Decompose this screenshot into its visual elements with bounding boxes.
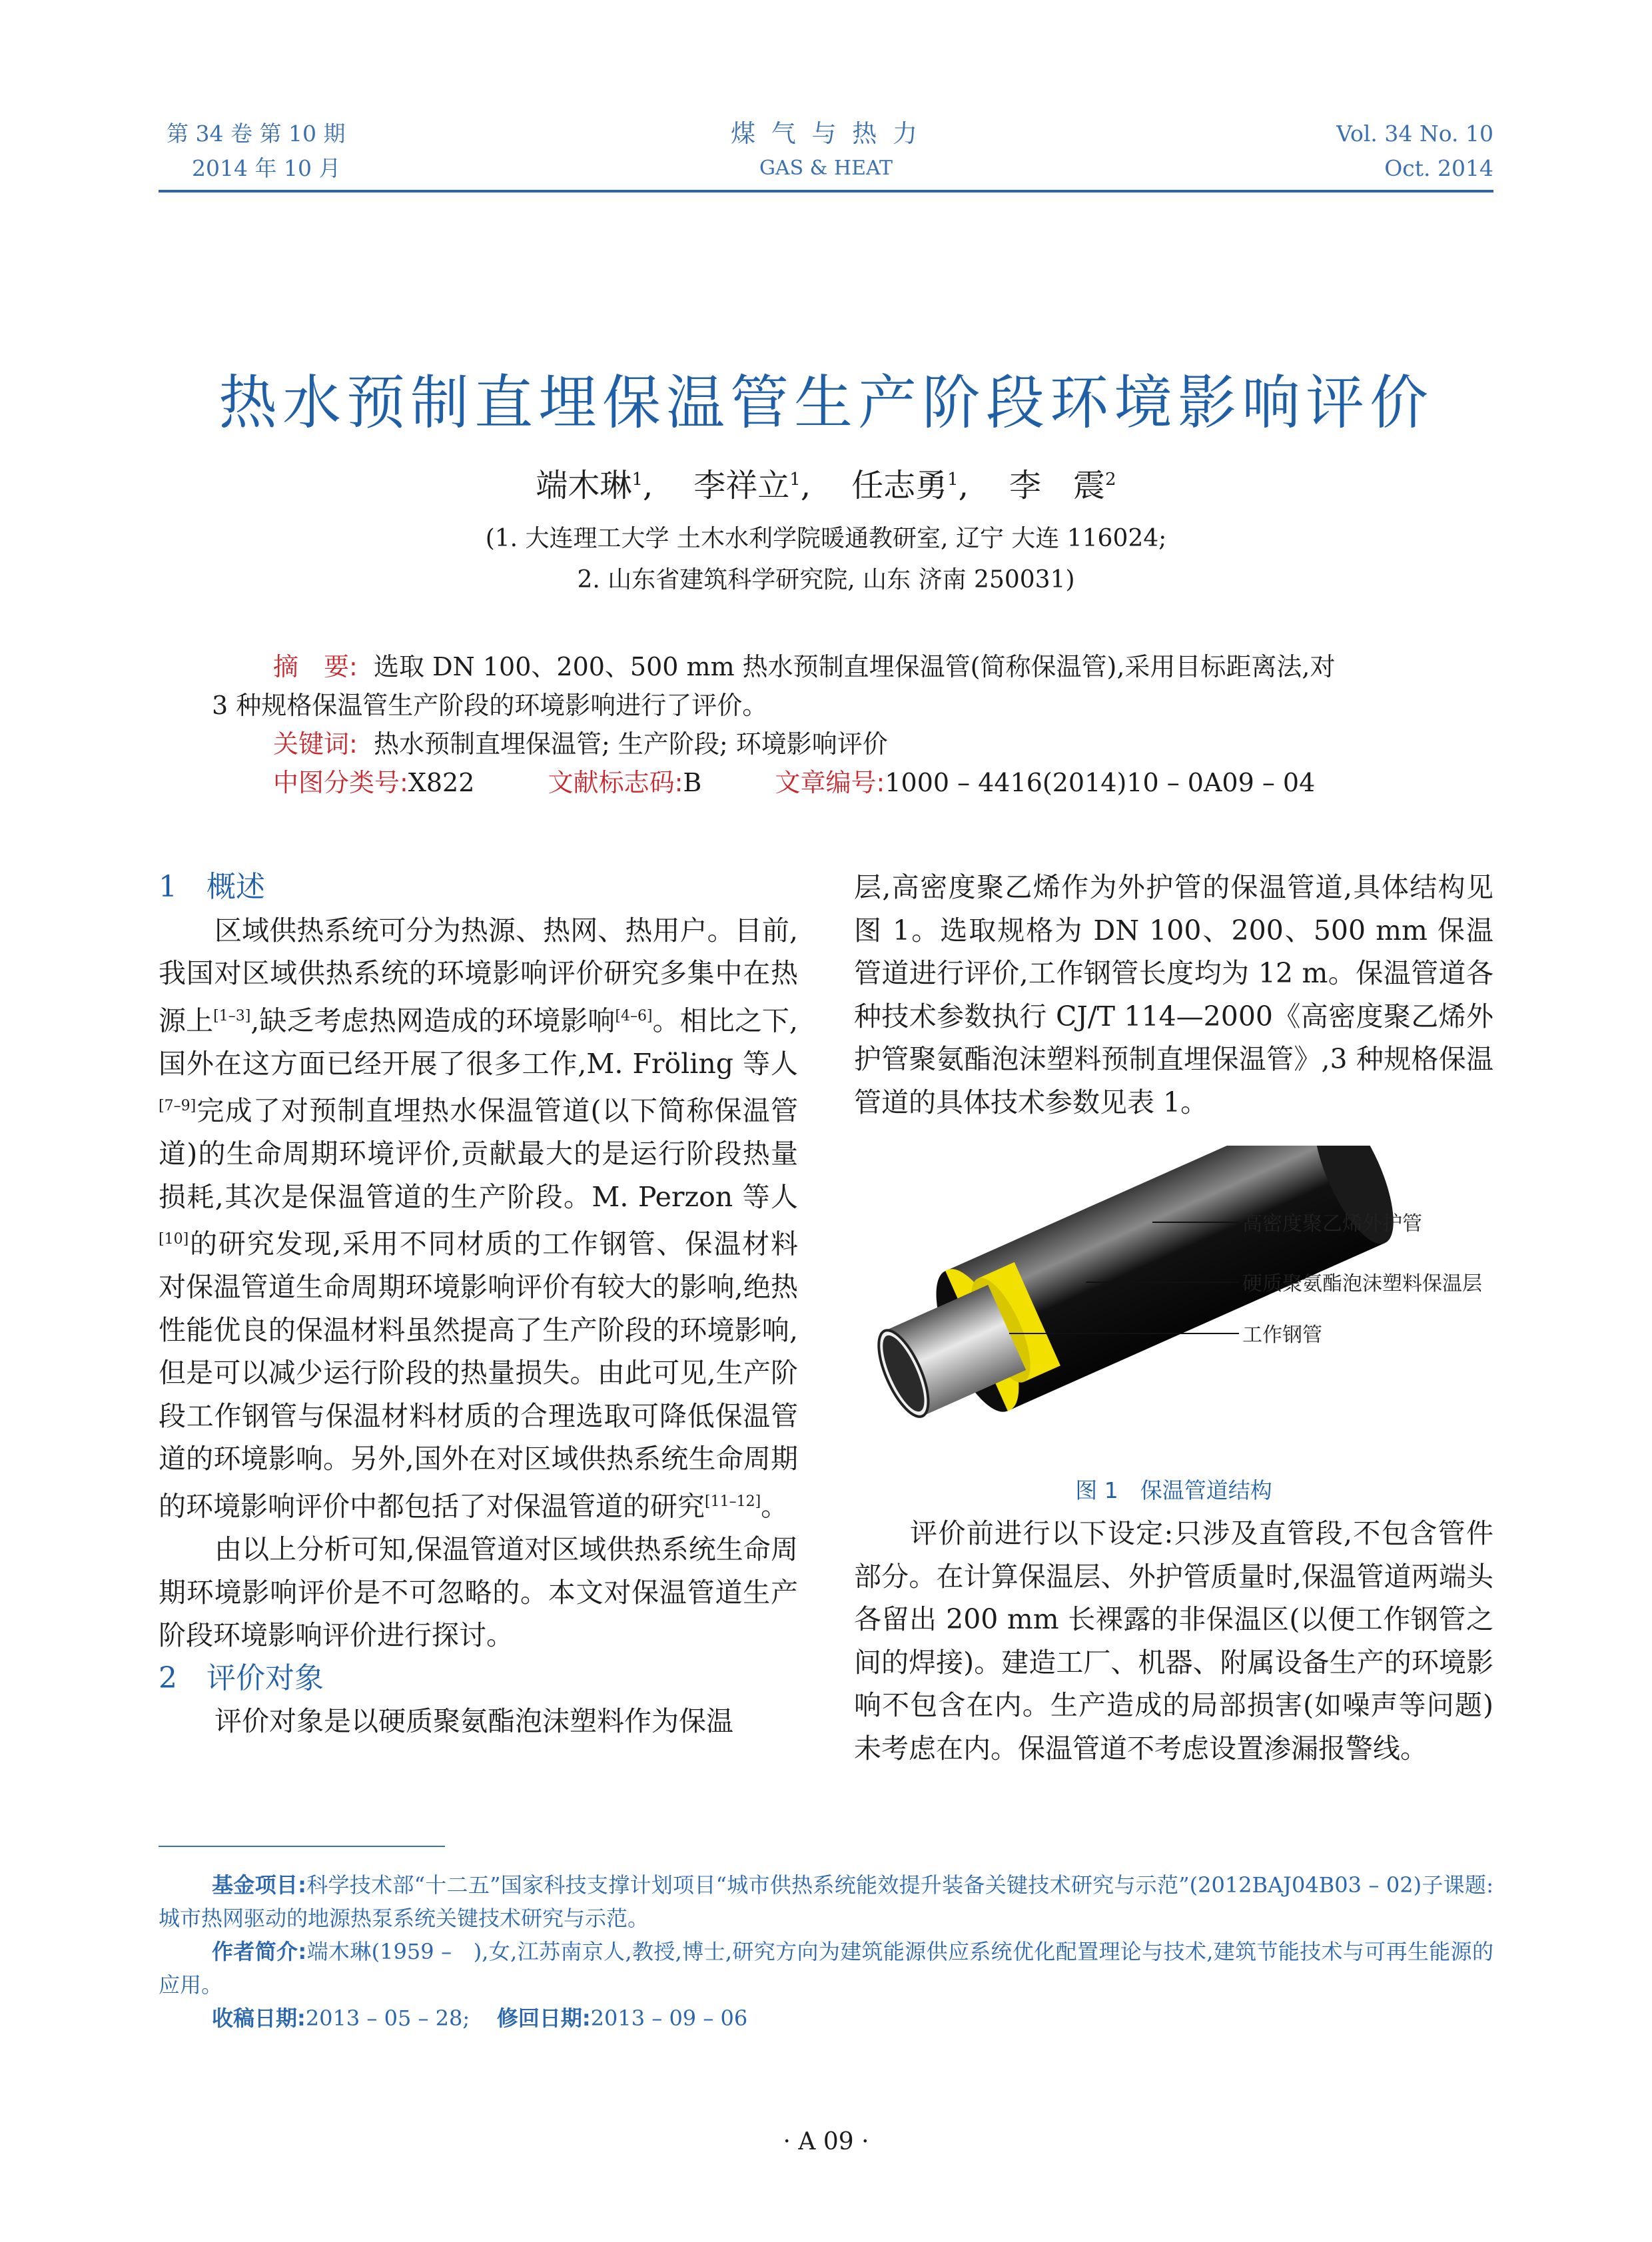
pipe-structure-diagram <box>866 1146 1492 1439</box>
journal-name-cn: 煤 气 与 热 力 <box>730 119 922 148</box>
revised-date: 2013 – 09 – 06 <box>590 2006 748 2031</box>
author-bio-label: 作者简介: <box>212 1939 307 1964</box>
issue-date-text: 2014 年 10 月 <box>192 155 341 181</box>
section-2-title: 2 评价对象 <box>159 1661 324 1695</box>
date-en-text: Oct. 2014 <box>1384 155 1493 181</box>
section-1-title: 1 概述 <box>159 870 265 904</box>
keywords-label: 关键词: <box>273 729 358 759</box>
clc-label: 中图分类号: <box>273 768 408 797</box>
date-note <box>159 2002 1493 2035</box>
header-rule <box>159 190 1493 192</box>
footnotes <box>159 1868 1493 2035</box>
figure-1-caption: 图 1 保温管道结构 <box>1075 1477 1272 1503</box>
received-label: 收稿日期: <box>212 2006 306 2031</box>
journal-name <box>560 117 1092 186</box>
fund-text: 科学技术部“十二五”国家科技支撑计划项目“城市供热系统能效提升装备关键技术研究与示范”(2012BAJ04B03 – 02)子课题:城市热网驱动的地源热泵系统关键技术研究与示范。 <box>159 1872 1493 1931</box>
author-bio-text: 端木琳(1959 – ),女,江苏南京人,教授,博士,研究方向为建筑能源供应系统优化配置理论与技术,建筑节能技术与可再生能源的应用。 <box>159 1939 1493 1998</box>
abstract-text-1: 选取 DN 100、200、500 mm 热水预制直埋保温管(简称保温管),采用目标距离法,对 <box>373 652 1336 681</box>
abstract-label: 摘 要: <box>273 652 358 681</box>
author-3: 任志勇$^1$ <box>851 467 959 504</box>
doc-code-label: 文献标志码: <box>548 768 683 797</box>
right-paragraph-1: 层,高密度聚乙烯作为外护管的保温管道,具体结构见图 1。选取规格为 DN 100、200、500 mm 保温管道进行评价,工作钢管长度均为 12 m。保温管道各种技术参数执行 CJ/T 114—2000《高密度聚乙烯外护管聚氨酯泡沫塑料预制直埋保温管》,3 种规格保温管道的具体技术参数见表 1。 <box>854 871 1493 1118</box>
affiliation-1: (1. 大连理工大学 土木水利学院暖通教研室, 辽宁 大连 116024; <box>485 525 1167 552</box>
author-1: 端木琳$^1$ <box>536 467 643 504</box>
section-2-paragraph-1: 评价对象是以硬质聚氨酯泡沫塑料作为保温 <box>214 1705 733 1738</box>
label-steel-pipe: 工作钢管 <box>1242 1323 1322 1347</box>
keywords-text: 热水预制直埋保温管; 生产阶段; 环境影响评价 <box>373 729 888 759</box>
right-column-lower <box>854 1512 1493 1770</box>
clc-value: X822 <box>408 768 475 797</box>
journal-vol-en <box>1094 117 1493 186</box>
label-foam-insulation: 硬质聚氨酯泡沫塑料保温层 <box>1242 1272 1482 1296</box>
classification-line <box>212 763 1440 802</box>
volume-issue-text: 第 34 卷 第 10 期 <box>167 121 346 147</box>
keywords-line <box>212 725 1440 763</box>
section-1-paragraph-1: 区域供热系统可分为热源、热网、热用户。目前,我国对区域供热系统的环境影响评价研究多集中在热源上[1–3],缺乏考虑热网造成的环境影响[4–6]。相比之下,国外在这方面已经开展了很多工作,M. Fröling 等人[7–9]完成了对预制直埋热水保温管道(以下简称保温管道)的生命周期环境评价,贡献最大的是运行阶段热量损耗,其次是保温管道的生产阶段。M. Perzon 等人[10]的研究发现,采用不同材质的工作钢管、保温材料对保温管道生命周期环境影响评价有较大的影响,绝热性能优良的保温材料虽然提高了生产阶段的环境影响,但是可以减少运行阶段的热量损失。由此可见,生产阶段工作钢管与保温材料材质的合理选取可降低保温管道的环境影响。另外,国外在对区域供热系统生命周期的环境影响评价中都包括了对保温管道的研究[11–12]。 <box>159 914 798 1523</box>
article-title: 热水预制直埋保温管生产阶段环境影响评价 <box>218 368 1434 437</box>
section-1-paragraph-2: 由以上分析可知,保温管道对区域供热系统生命周期环境影响评价是不可忽略的。本文对保温管道生产阶段环境影响评价进行探讨。 <box>159 1533 798 1652</box>
doc-code-value: B <box>683 768 702 797</box>
footnote-rule <box>159 1846 445 1847</box>
author-4: 李 震$^2$ <box>1009 467 1116 504</box>
journal-name-en: GAS & HEAT <box>759 157 893 180</box>
label-outer-casing: 高密度聚乙烯外护管 <box>1242 1212 1422 1236</box>
author-2: 李祥立$^1$ <box>693 467 801 504</box>
abstract-text-2: 3 种规格保温管生产阶段的环境影响进行了评价。 <box>212 691 768 720</box>
vol-en-text: Vol. 34 No. 10 <box>1336 121 1493 147</box>
author-list: 端木琳$^1$, 李祥立$^1$, 任志勇$^1$, 李 震$^2$ <box>536 467 1116 504</box>
journal-volume-issue <box>167 117 566 186</box>
page-number: · A 09 · <box>783 2128 869 2155</box>
affiliation-2: 2. 山东省建筑科学研究院, 山东 济南 250031) <box>577 566 1075 593</box>
revised-label: 修回日期: <box>496 2006 591 2031</box>
article-no-label: 文章编号: <box>775 768 885 797</box>
right-paragraph-2: 评价前进行以下设定:只涉及直管段,不包含管件部分。在计算保温层、外护管质量时,保温管道两端头各留出 200 mm 长裸露的非保温区(以便工作钢管之间的焊接)。建造工厂、机器、附属设备生产的环境影响不包含在内。生产造成的局部损害(如噪声等问题)未考虑在内。保温管道不考虑设置渗漏报警线。 <box>854 1517 1493 1764</box>
abstract <box>212 647 1440 802</box>
article-no-value: 1000 – 4416(2014)10 – 0A09 – 04 <box>885 768 1316 797</box>
author-note <box>159 1935 1493 2002</box>
right-column <box>854 866 1493 1124</box>
fund-label: 基金项目: <box>212 1872 306 1898</box>
figure-1 <box>866 1146 1492 1439</box>
fund-note <box>159 1868 1493 1935</box>
abstract-line-1 <box>212 647 1440 686</box>
received-date: 2013 – 05 – 28; <box>305 2006 470 2031</box>
left-column <box>159 866 798 1743</box>
